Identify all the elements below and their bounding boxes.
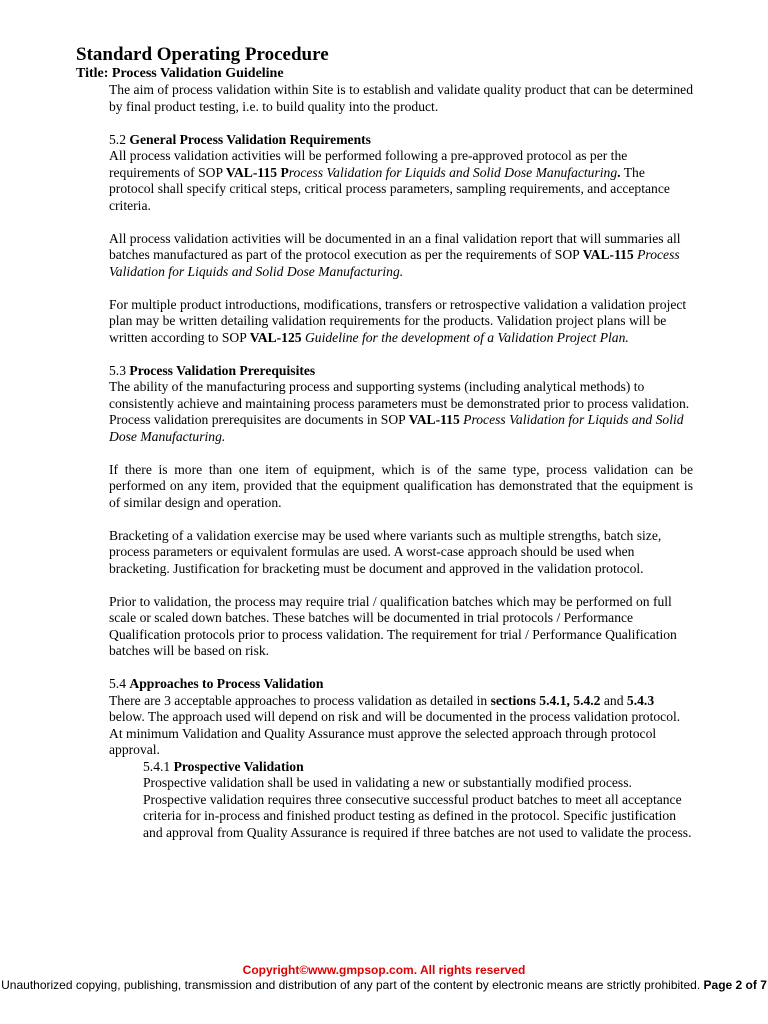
paragraph-5-4-1-2: Prospective validation requires three consecutive successful product batches to meet all acceptance criteria for in-process and finished product testing as defined in the protocol. Specific justification and approval from Quality Assurance is required if three batches are not used to validate the process.: [143, 791, 692, 840]
section-number: 5.4: [109, 676, 126, 691]
paragraph-5-2-1: All process validation activities will be performed following a pre-approved protocol as per the requirements of SOP VAL-115 Process Validation for Liquids and Solid Dose Manufacturing. The protocol shall specify critical steps, critical process parameters, sampling requirements, and acceptance criteria.: [109, 148, 670, 213]
sop-title: Process Validation for Liquids and Solid Dose Manufacturing.: [109, 247, 680, 279]
paragraph-5-4-1: There are 3 acceptable approaches to process validation as detailed in sections 5.4.1, 5.4.2 and 5.4.3 below. The approach used will depend on risk and will be documented in the process validation protocol. At minimum Validation and Quality Assurance must approve the selected approach through protocol approval.: [109, 692, 681, 757]
section-heading-5-2: [109, 132, 768, 149]
intro-paragraph: The aim of process validation within Site is to establish and validate quality product that can be determined by final product testing, i.e. to build quality into the product.: [109, 82, 694, 114]
section-reference: 5.4.3: [626, 692, 655, 708]
section-heading-5-4-1: [143, 759, 768, 776]
paragraph-5-3-2: If there is more than one item of equipment, which is of the same type, process validation can be performed on any item, provided that the equipment qualification has demonstrated that the equipment is of similar design and operation.: [109, 461, 693, 510]
paragraph-5-4-1-1: Prospective validation shall be used in validating a new or substantially modified process.: [143, 775, 632, 790]
section-number: 5.3: [109, 362, 126, 378]
section-heading-5-3: [109, 363, 768, 380]
distribution-notice: Unauthorized copying, publishing, transmission and distribution of any part of the content by electronic means are strictly prohibited. Page 2 of 7: [1, 978, 767, 992]
paragraph-5-3-1: The ability of the manufacturing process and supporting systems (including analytical methods) to consistently achieve and maintaining process parameters must be demonstrated prior to process validation. Process validation prerequisites are documents in SOP VAL-115 Process Validation for Liquids and Solid Dose Manufacturing.: [109, 379, 690, 444]
section-reference: sections 5.4.1, 5.4.2: [490, 692, 601, 708]
page-number: Page 2 of 7: [703, 978, 767, 992]
section-title: Process Validation Prerequisites: [129, 362, 316, 378]
section-title: Approaches to Process Validation: [129, 676, 324, 691]
sop-reference: VAL-115: [582, 247, 634, 262]
section-heading-5-4: [109, 676, 768, 693]
sop-reference: VAL-115: [408, 412, 460, 427]
paragraph-5-3-3: Bracketing of a validation exercise may be used where variants such as multiple strengths, batch size, process parameters or equivalent formulas are used. A worst-case approach should be used when bracketing. Justification for bracketing must be document and approved in the validation protocol.: [109, 527, 662, 576]
sop-title: Process Validation for Liquids and Solid Dose Manufacturing.: [109, 412, 684, 444]
paragraph-5-2-2: All process validation activities will be documented in an a final validation report that will summaries all batches manufactured as part of the protocol execution as per the requirements of SOP VAL-115 Process Validation for Liquids and Solid Dose Manufacturing.: [109, 230, 681, 279]
sop-title: rocess Validation for Liquids and Solid Dose Manufacturing: [288, 164, 618, 180]
section-number: 5.4.1: [143, 758, 171, 774]
copyright-notice: Copyright©www.gmpsop.com. All rights reserved: [242, 963, 526, 977]
sop-reference: VAL-125: [249, 329, 302, 345]
sop-reference: VAL-115: [225, 164, 278, 180]
page-footer: [0, 963, 768, 993]
section-title: Prospective Validation: [173, 758, 304, 774]
document-title: Standard Operating Procedure: [76, 44, 329, 65]
document-subtitle: Title: Process Validation Guideline: [76, 66, 284, 81]
paragraph-5-3-4: Prior to validation, the process may require trial / qualification batches which may be performed on full scale or scaled down batches. These batches will be documented in trial protocols / Performance Qualification protocols prior to process validation. The requirement for trial / Performance Qualification batches will be based on risk.: [109, 593, 677, 658]
sop-title: Guideline for the development of a Validation Project Plan.: [301, 329, 629, 345]
section-number: 5.2: [109, 131, 126, 147]
section-title: General Process Validation Requirements: [129, 131, 371, 147]
paragraph-5-2-3: For multiple product introductions, modifications, transfers or retrospective validation a validation project plan may be written detailing validation requirements for the products. Validation project plans will be written according to SOP VAL-125 Guideline for the development of a Validation Project Plan.: [109, 296, 687, 345]
document-body: [0, 82, 768, 841]
